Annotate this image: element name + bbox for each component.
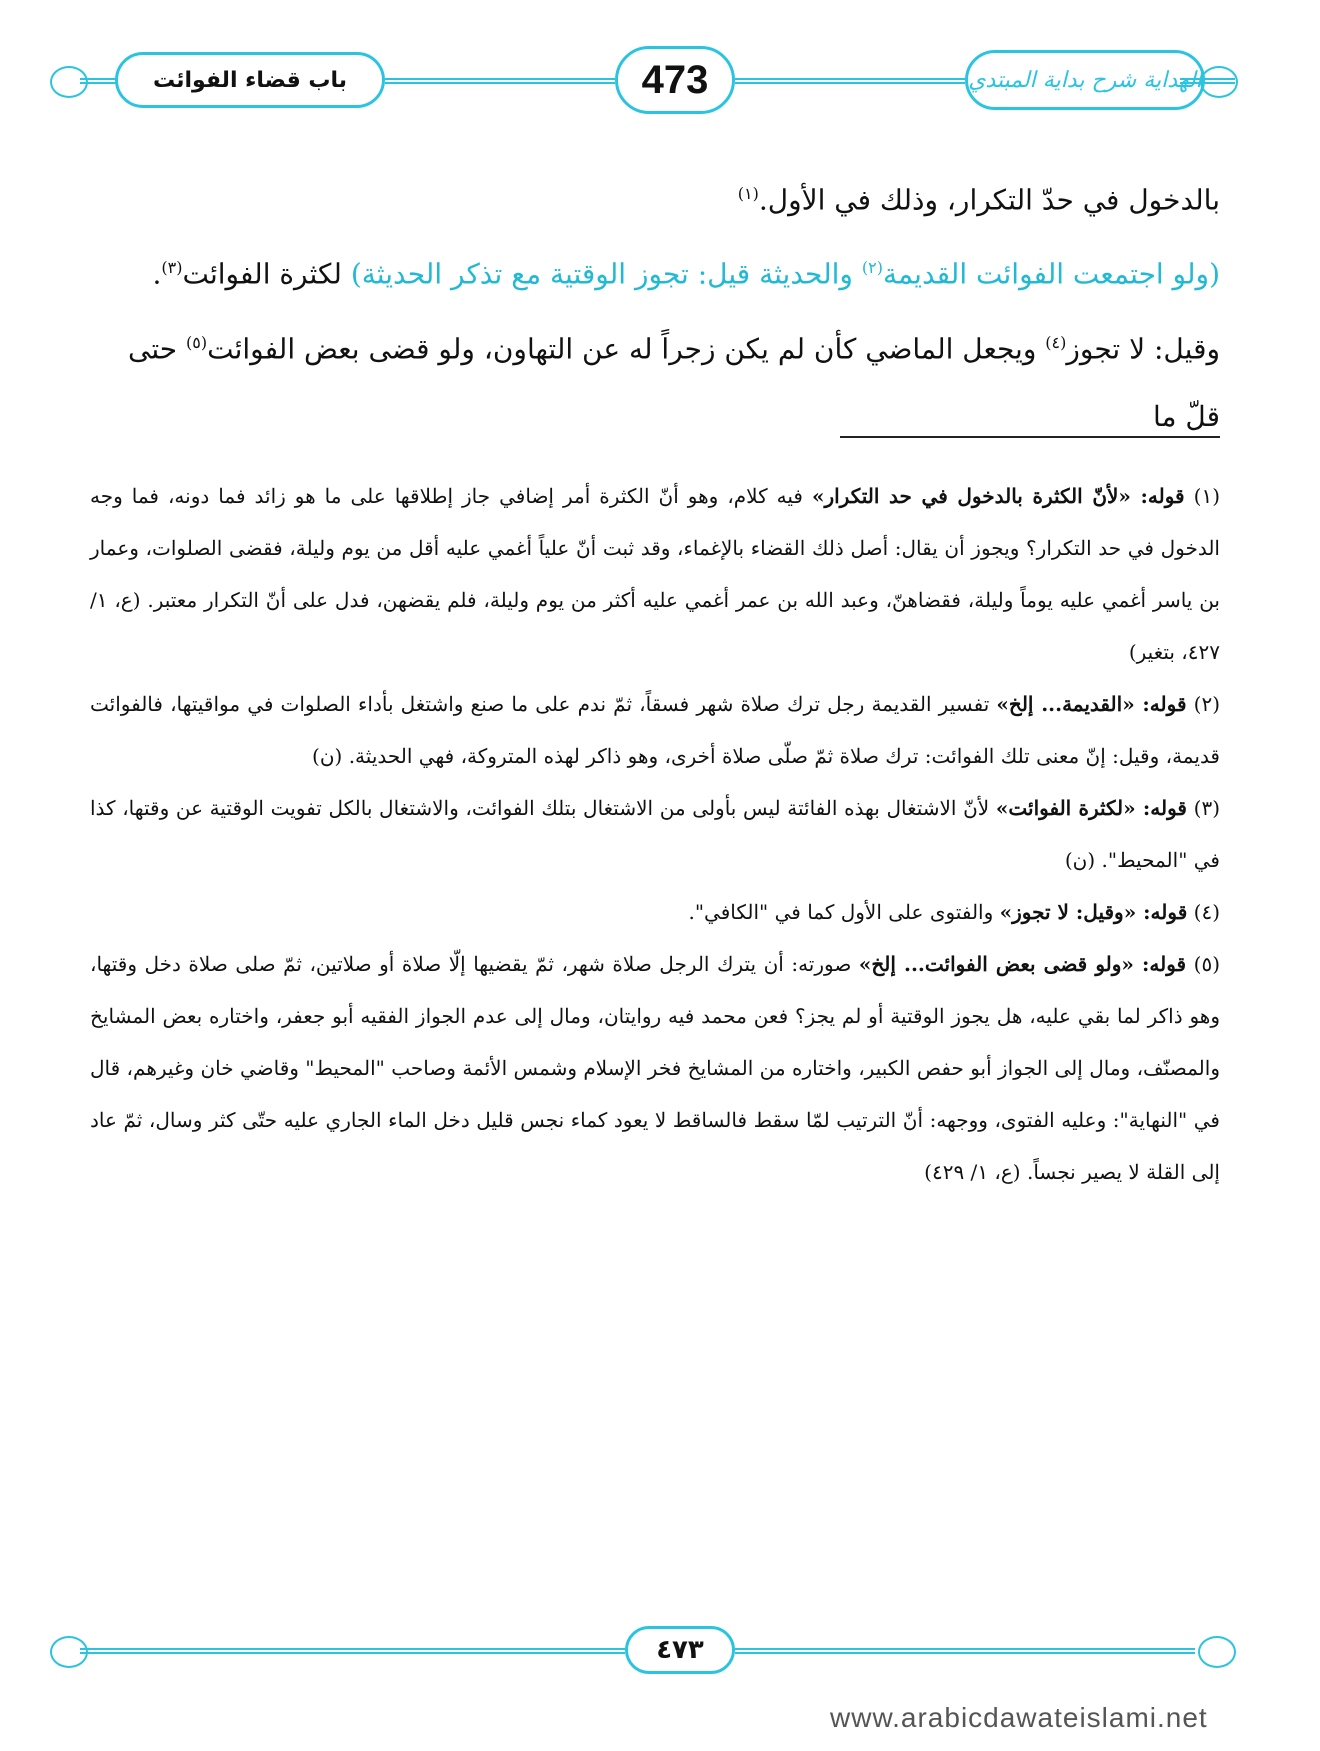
footnote-1: (١) قوله: «لأنّ الكثرة بالدخول في حد التكرار» فيه كلام، وهو أنّ الكثرة أمر إضافي جاز إطلاقها على ما هو زائد فما دونه، فما وجه الدخول في حد التكرار؟ ويجوز أن يقال: أصل ذلك القضاء بالإغماء، وقد ثبت أنّ علياً أغمي عليه أقل من يوم وليلة، فقضى الصلوات، وعمار بن ياسر أغمي عليه يوماً وليلة، فقضاهنّ، وعبد الله بن عمر أغمي عليه أكثر من يوم وليلة، فلم يقضهن، فدل على أنّ التكرار معتبر. (ع، ١/ ٤٢٧، بتغير) xyxy=(90,484,1221,664)
footer-rule xyxy=(80,1648,625,1654)
chapter-title: باب قضاء الفوائت xyxy=(115,52,385,108)
footnotes xyxy=(90,470,1220,1198)
main-line-2: (ولو اجتمعت الفوائت القديمة$^{(٢)}$ والحديثة قيل: تجوز الوقتية مع تذكر الحديثة) لكثرة الفوائت$^{(٣)}$. xyxy=(152,257,1220,291)
main-line-1: بالدخول في حدّ التكرار، وذلك في الأول.$^{(١)}$ xyxy=(737,183,1220,217)
main-text xyxy=(90,160,1220,451)
ornament-right-icon xyxy=(1200,66,1238,98)
page-footer xyxy=(40,1618,1240,1678)
footnote-5: (٥) قوله: «ولو قضى بعض الفوائت... إلخ» صورته: أن يترك الرجل صلاة شهر، ثمّ يقضيها إلّا صلاة أو صلاتين، ثمّ صلى صلاة دخل وقتها، وهو ذاكر لما بقي عليه، هل يجوز الوقتية أو لم يجز؟ فعن محمد فيه روايتان، ومال إلى عدم الجواز الفقيه أبو جعفر، واختاره بعض المشايخ والمصنّف، ومال إلى الجواز أبو حفص الكبير، واختاره من المشايخ فخر الإسلام وشمس الأئمة وصاحب "المحيط" وقاضي خان وغيرهم، قال في "النهاية": وعليه الفتوى، ووجهه: أنّ الترتيب لمّا سقط فالساقط لا يعود كماء نجس قليل دخل الماء الجاري عليه حتّى كثر وسال، ثمّ عاد إلى القلة لا يصير نجساً. (ع، ١/ ٤٢٩) xyxy=(90,952,1220,1184)
ornament-right-icon xyxy=(1198,1636,1236,1668)
footnote-ref: (١) xyxy=(737,184,759,203)
footnote-ref: (٣) xyxy=(161,258,183,278)
footnote-ref: (٢) xyxy=(861,258,883,278)
footnote-4: (٤) قوله: «وقيل: لا تجوز» والفتوى على الأول كما في "الكافي". xyxy=(688,900,1220,924)
footnote-ref: (٤) xyxy=(1045,332,1067,352)
main-line-3: وقيل: لا تجوز$^{(٤)}$ ويجعل الماضي كأن لم يكن زجراً له عن التهاون، ولو قضى بعض الفوائت$^{(٥)}$ حتى قلّ ما xyxy=(128,331,1220,433)
page-header xyxy=(40,40,1240,120)
footnote-ref: (٥) xyxy=(186,332,208,352)
book-title: الهداية شرح بداية المبتدي xyxy=(965,50,1205,110)
footnote-2: (٢) قوله: «القديمة... إلخ» تفسير القديمة رجل ترك صلاة شهر فسقاً، ثمّ ندم على ما صنع واشتغل بأداء الصلوات في مواقيتها، فالفوائت قديمة، وقيل: إنّ معنى تلك الفوائت: ترك صلاة ثمّ صلّى صلاة أخرى، وهو ذاكر لهذه المتروكة، فهي الحديثة. (ن) xyxy=(90,692,1221,768)
footer-rule xyxy=(735,1648,1195,1654)
footnote-separator xyxy=(840,436,1220,438)
header-rule xyxy=(735,78,965,84)
footnote-3: (٣) قوله: «لكثرة الفوائت» لأنّ الاشتغال بهذه الفائتة ليس بأولى من الاشتغال بتلك الفوائت، والاشتغال بالكل تفويت الوقتية عن وقتها، كذا في "المحيط". (ن) xyxy=(90,796,1220,872)
header-rule xyxy=(385,78,615,84)
footer-page-number: ٤٧٣ xyxy=(625,1626,735,1674)
page-number: 473 xyxy=(615,46,735,114)
website-url: www.arabicdawateislami.net xyxy=(830,1702,1208,1733)
